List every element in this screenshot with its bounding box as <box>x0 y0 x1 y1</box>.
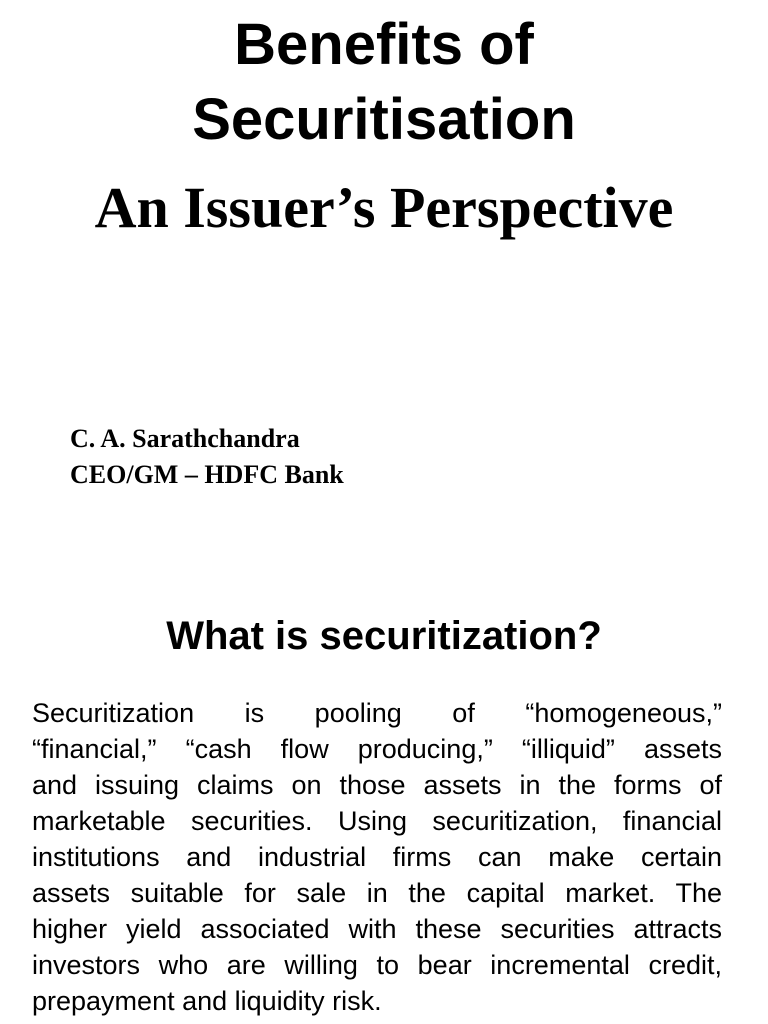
paragraph-line: “financial,” “cash flow producing,” “illiquid” assets <box>32 734 722 764</box>
page-title-line-1: Benefits of <box>234 12 534 77</box>
paragraph-line: marketable securities. Using securitization, financial <box>32 806 722 836</box>
paragraph-line: investors who are willing to bear incremental credit, <box>32 950 722 980</box>
paragraph-line: Securitization is pooling of “homogeneous,” <box>32 698 722 728</box>
section-body-paragraph <box>32 695 722 1019</box>
author-name: C. A. Sarathchandra <box>70 424 300 453</box>
paragraph-line: higher yield associated with these securities attracts <box>32 914 722 944</box>
author-position: CEO/GM – HDFC Bank <box>70 460 344 489</box>
page-subtitle: An Issuer’s Perspective <box>94 175 674 240</box>
author-block <box>70 421 344 493</box>
page-title-line-2: Securitisation <box>192 87 576 152</box>
paragraph-line: institutions and industrial firms can make certain <box>32 842 722 872</box>
section-heading: What is securitization? <box>166 614 602 658</box>
paragraph-line: prepayment and liquidity risk. <box>32 986 382 1016</box>
paragraph-line: and issuing claims on those assets in the forms of <box>32 770 722 800</box>
paragraph-line: assets suitable for sale in the capital market. The <box>32 878 722 908</box>
